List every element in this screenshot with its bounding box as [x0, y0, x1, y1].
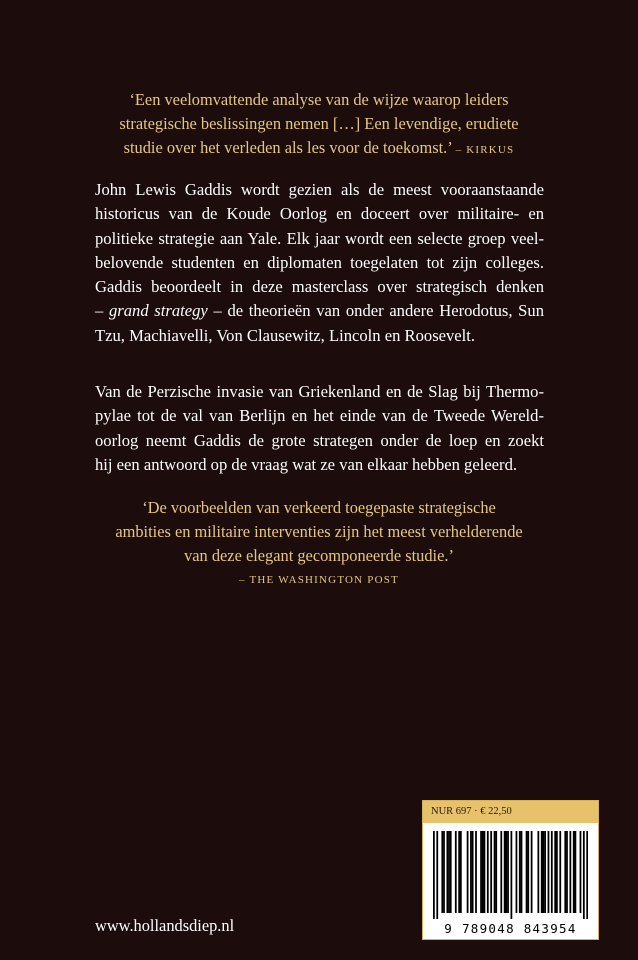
barcode-bar [511, 831, 513, 919]
barcode-bar [573, 831, 575, 913]
paragraph-line: pylae tot de val van Berlijn en het einde van de Tweede Wereld- [95, 406, 544, 426]
barcode-bar [556, 831, 558, 913]
barcode-bar [490, 831, 492, 913]
barcode-bar [450, 831, 452, 913]
quote-line: ‘De voorbeelden van verkeerd toegepaste strategische [142, 498, 496, 517]
paragraph-line-rest: – de theorieën van onder andere Herodotus, Sun [207, 301, 545, 321]
paragraph-line: Tzu, Machiavelli, Von Clausewitz, Lincoln en Roosevelt. [95, 325, 476, 345]
barcode-bar [541, 831, 543, 913]
barcode-bar [475, 831, 477, 913]
barcode-bar [537, 831, 539, 913]
barcode-bar [507, 831, 509, 913]
quote-attribution: – KIRKUS [455, 144, 515, 156]
quote-line: ‘Een veelomvattende analyse van de wijze waarop leiders [129, 90, 509, 109]
barcode-bar [482, 831, 484, 913]
barcode-bar [586, 831, 588, 919]
barcode-bar [544, 831, 546, 913]
barcode-bar [564, 831, 566, 913]
barcode-bar [487, 831, 489, 913]
barcode-bar [551, 831, 553, 913]
nur-price-label: NUR 697 · € 22,50 [423, 801, 598, 823]
barcode-bar [505, 831, 507, 913]
barcode-bar [554, 831, 556, 913]
barcode-bar [519, 831, 521, 913]
barcode-bar [500, 831, 502, 913]
barcode-bar [566, 831, 568, 913]
description-paragraph-2 [95, 380, 544, 477]
barcode-bar [569, 831, 571, 913]
barcode-bar [455, 831, 457, 913]
barcode-bar [583, 831, 585, 919]
barcode-bar [458, 831, 460, 913]
barcode-bar [531, 831, 533, 913]
barcode-bar [548, 831, 550, 913]
barcode-bar [494, 831, 496, 913]
barcode-bar [446, 831, 448, 913]
barcode-bar [448, 831, 450, 913]
barcode-bar [495, 831, 497, 913]
barcode-bar [480, 831, 482, 913]
italic-term: – grand strategy [95, 301, 208, 321]
quote-line: studie over het verleden als les voor de toekomst.’ [123, 138, 452, 157]
barcode-bar [521, 831, 523, 913]
barcode-bar [472, 831, 474, 913]
review-quote-kirkus [60, 88, 578, 162]
review-quote-washington-post [60, 496, 578, 592]
paragraph-line: Gaddis beoordeelt in deze masterclass over strategisch denken [95, 277, 544, 297]
paragraph-line: politieke strategie aan Yale. Elk jaar wordt een selecte groep veel- [95, 228, 544, 248]
barcode-bar [484, 831, 486, 913]
barcode-bar [443, 831, 445, 913]
barcode-bar [559, 831, 561, 913]
barcode-bar [543, 831, 545, 913]
paragraph-line: historicus van de Koude Oorlog en doceert over militaire- en [95, 204, 544, 224]
publisher-website: www.hollandsdiep.nl [95, 916, 235, 935]
quote-attribution: – THE WASHINGTON POST [239, 574, 399, 586]
barcode-bar [516, 831, 518, 913]
paragraph-line: Van de Perzische invasie van Griekenland en de Slag bij Thermo- [95, 382, 544, 401]
barcode-bar [441, 831, 443, 913]
barcode-bar [526, 831, 528, 913]
quote-line: strategische beslissingen nemen […] Een levendige, erudiete [119, 114, 519, 133]
barcode-bar [436, 831, 438, 919]
quote-line: van deze elegant gecomponeerde studie.’ [184, 546, 454, 565]
barcode-bar [467, 831, 469, 913]
paragraph-line: John Lewis Gaddis wordt gezien als de meest vooraanstaande [95, 180, 544, 199]
barcode-bar [580, 831, 582, 913]
paragraph-line [95, 299, 544, 323]
isbn-number: 9 789048 843954 [444, 921, 577, 936]
barcode-bar [470, 831, 472, 913]
description-paragraph-1 [95, 178, 544, 348]
paragraph-line: oorlog neemt Gaddis de grote strategen onder de loep en zoekt [95, 430, 544, 450]
barcode-bar [575, 831, 577, 913]
barcode-box [422, 800, 599, 940]
barcode-bar [433, 831, 435, 919]
barcode-icon [433, 831, 588, 919]
barcode-bar [527, 831, 529, 913]
barcode-bar [460, 831, 462, 913]
paragraph-line: hij een antwoord op de vraag wat ze van elkaar hebben geleerd. [95, 454, 518, 474]
paragraph-line: belovende studenten en diplomaten toegelaten tot zijn colleges. [95, 252, 544, 272]
quote-line: ambities en militaire interventies zijn het meest verhelderende [115, 522, 523, 541]
barcode-bar [504, 831, 506, 913]
